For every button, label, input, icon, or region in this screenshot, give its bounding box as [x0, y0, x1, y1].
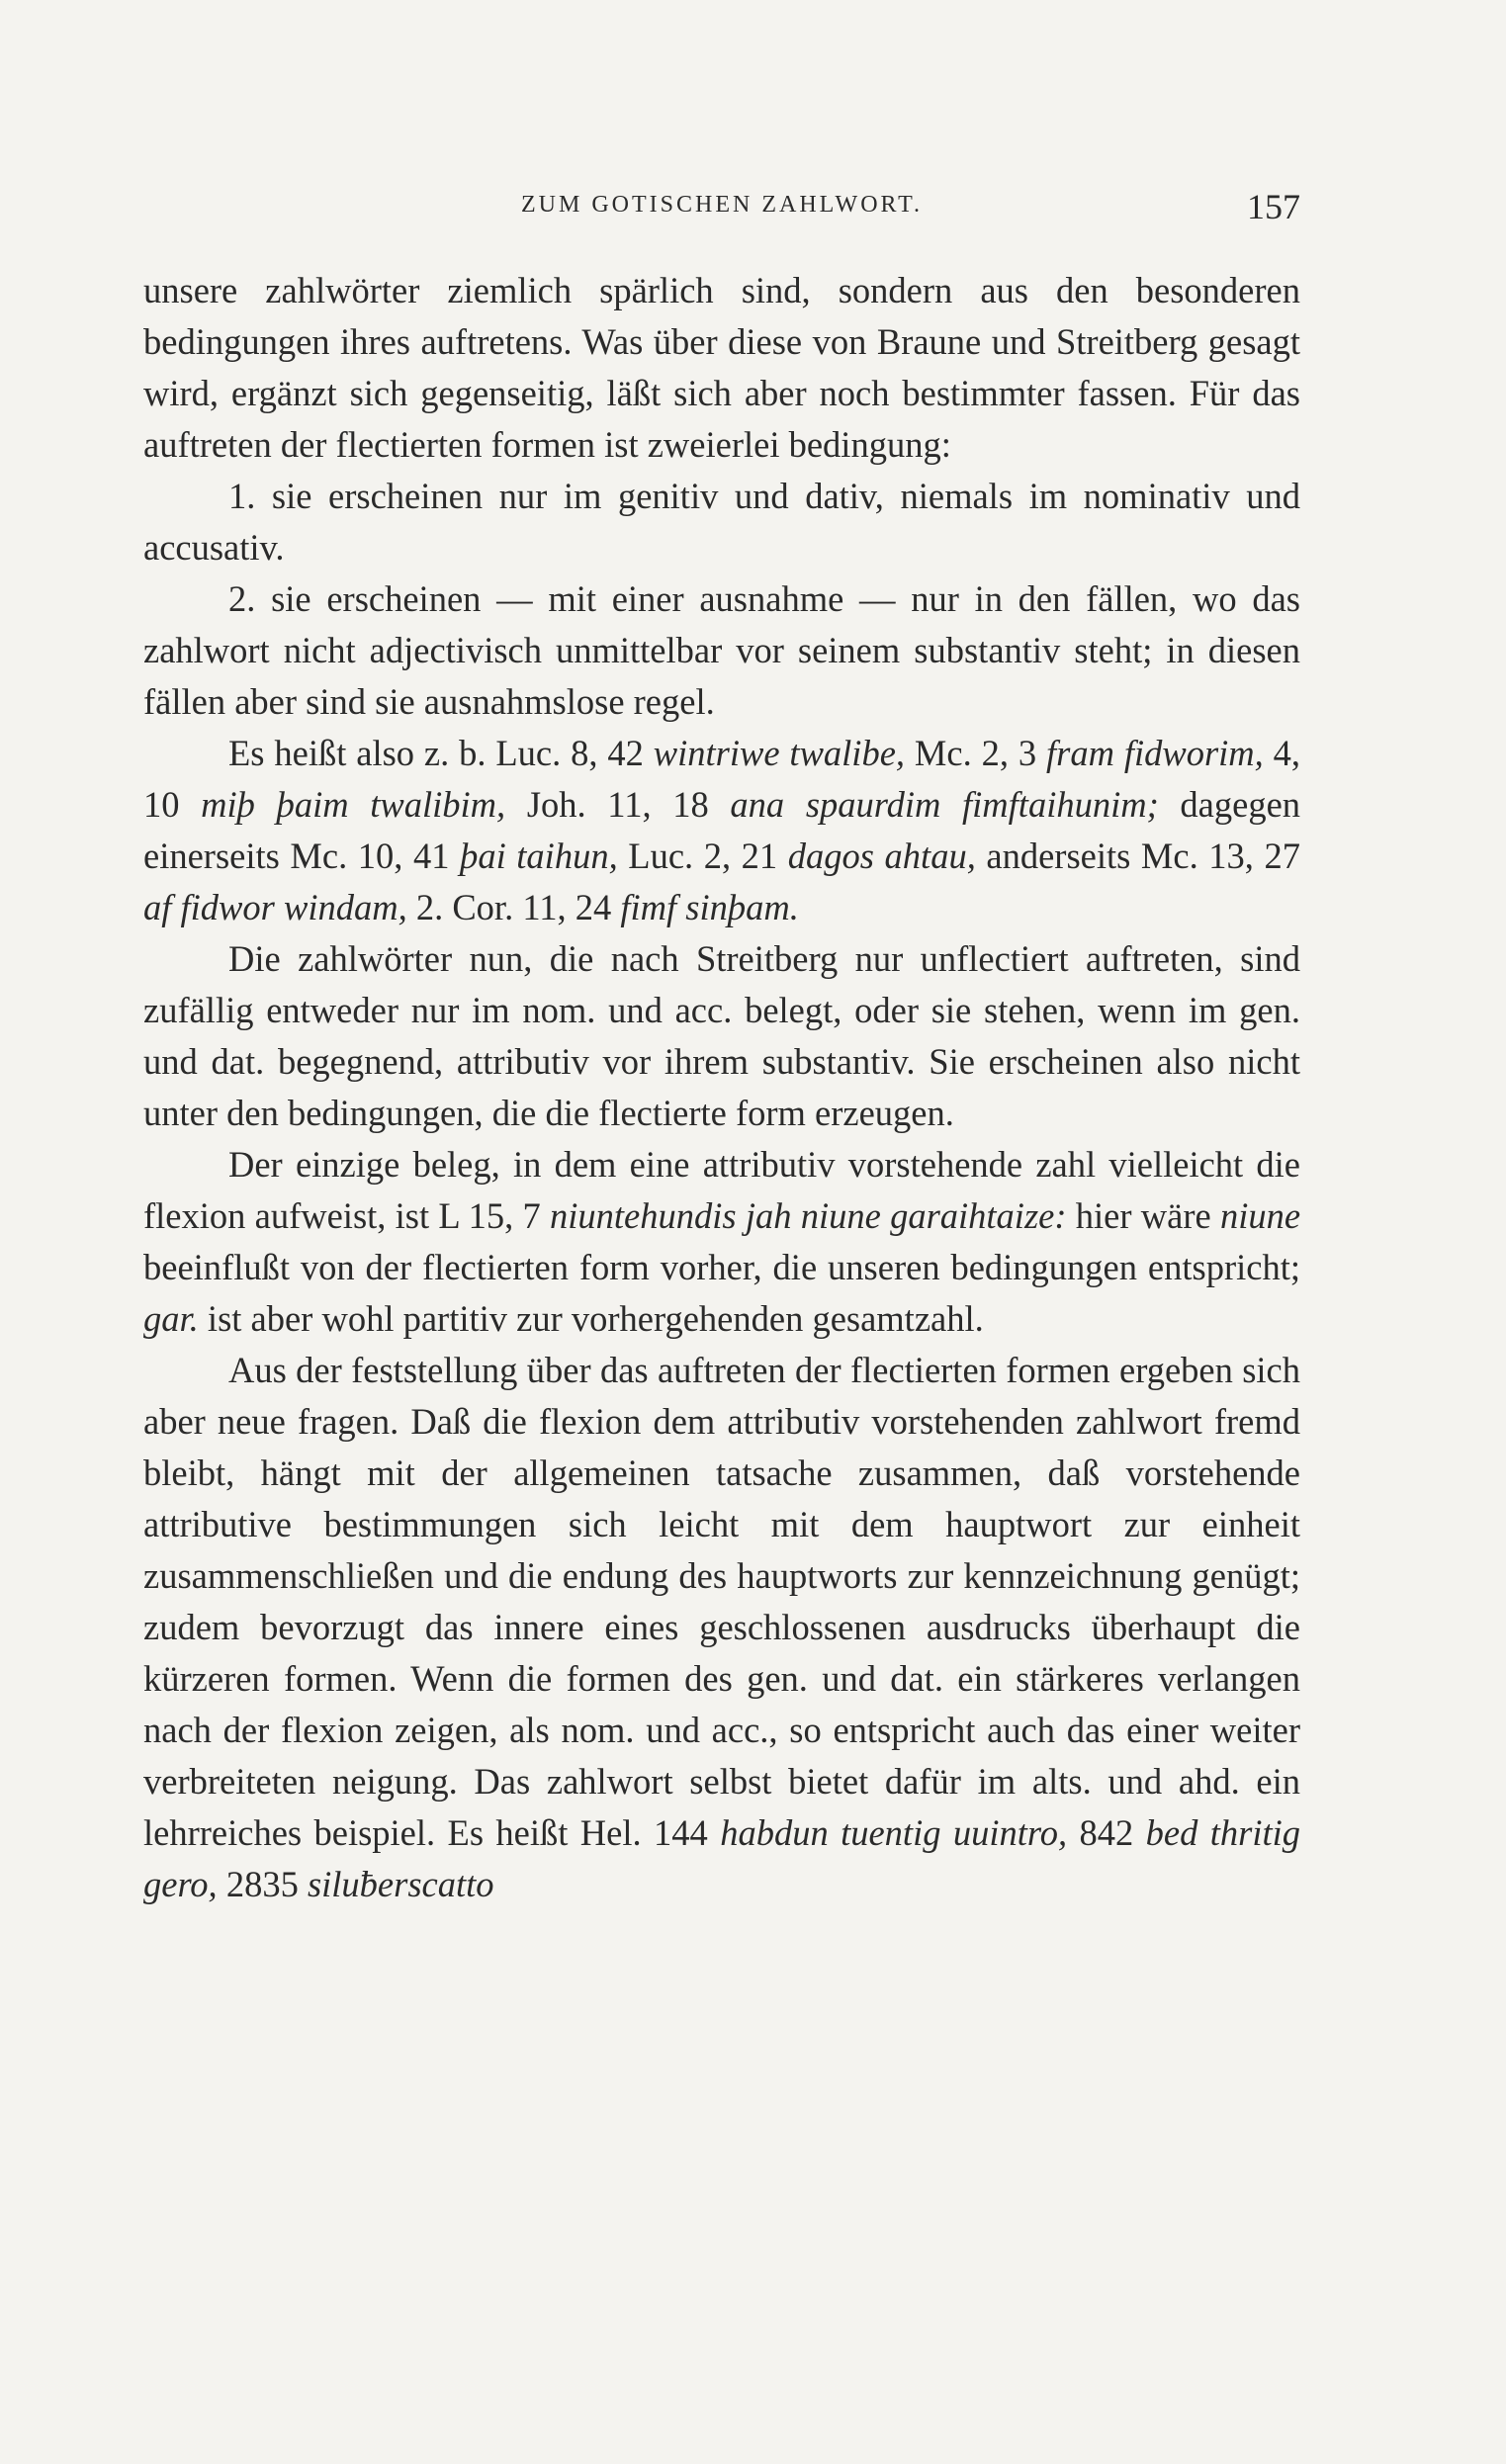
p2-text-g: Joh. 11, 18: [526, 784, 709, 825]
numbered-item-1: 1. sie erscheinen nur im genitiv und dativ, niemals im nominativ und accusativ.: [143, 476, 1300, 568]
page-header: [143, 186, 1300, 235]
paragraph-2: [143, 728, 1300, 933]
gothic-example: fram fidworim,: [1045, 733, 1264, 773]
numbered-item-2: 2. sie erscheinen — mit einer ausnahme — nur in den fällen, wo das zahlwort nicht adjectivisch unmittelbar vor seinem substantiv steht; in diesen fällen aber sind sie ausnahmslose regel.: [143, 578, 1300, 722]
body-text: [143, 265, 1300, 1910]
old-saxon-example: siluƀerscatto: [307, 1864, 494, 1904]
page-number: 157: [1247, 187, 1300, 226]
abbreviation: gar.: [143, 1298, 199, 1339]
gothic-example: fimf sinþam.: [620, 887, 799, 927]
paragraph-4: [143, 1139, 1300, 1345]
old-saxon-example: bed thritig gero,: [143, 1812, 1301, 1904]
p4-text-a: Der einzige beleg, in dem eine attributiv vorstehende zahl vielleicht die flexion aufweist, ist L 15, 7: [143, 1144, 1300, 1236]
gothic-example: af fidwor windam,: [143, 887, 407, 927]
paragraph-1: unsere zahlwörter ziemlich spärlich sind, sondern aus den besonderen bedingungen ihres auftretens. Was über diese von Braune und Streitberg gesagt wird, ergänzt sich gegenseitig, läßt sich aber noch bestimmter fassen. Für das auftreten der flectierten formen ist zweierlei bedingung:: [143, 270, 1300, 465]
p2-text-o: 2. Cor. 11, 24: [415, 887, 612, 927]
p4-text-c: hier wäre: [1075, 1195, 1211, 1236]
p4-text-e: beeinflußt von der flectierten form vorher, die unseren bedingungen entspricht;: [143, 1247, 1300, 1287]
paragraph-5: [143, 1345, 1300, 1910]
p2-text-i: dagegen einerseits Mc. 10, 41: [143, 784, 1301, 876]
gothic-example: dagos ahtau,: [787, 836, 976, 876]
p4-text-g: ist aber wohl partitiv zur vorhergehenden gesamtzahl.: [207, 1298, 984, 1339]
gothic-example: wintriwe twalibe,: [653, 733, 906, 773]
paragraph-3: Die zahlwörter nun, die nach Streitberg nur unflectiert auftreten, sind zufällig entweder nur im nom. und acc. belegt, oder sie stehen, wenn im gen. und dat. begegnend, attributiv vor ihrem substantiv. Sie erscheinen also nicht unter den bedingungen, die die flectierte form erzeugen.: [143, 938, 1300, 1133]
p5-text-e: 2835: [225, 1864, 299, 1904]
gothic-example: niuntehundis jah niune garaihtaize:: [550, 1195, 1067, 1236]
gothic-example: niune: [1219, 1195, 1301, 1236]
p2-text-a: Es heißt also z. b. Luc. 8, 42: [228, 733, 644, 773]
running-head: ZUM GOTISCHEN ZAHLWORT.: [521, 192, 923, 218]
gothic-example: miþ þaim twalibim,: [201, 784, 506, 825]
p2-text-c: Mc. 2, 3: [914, 733, 1037, 773]
old-saxon-example: habdun tuentig uuintro,: [720, 1812, 1068, 1853]
gothic-example: þai taihun,: [460, 836, 618, 876]
p5-text-a: Aus der feststellung über das auftreten der flectierten formen ergeben sich aber neue fragen. Daß die flexion dem attributiv vorstehenden zahlwort fremd bleibt, hängt mit der allgemeinen tatsache zusammen, daß vorstehende attributive bestimmungen sich leicht mit dem hauptwort zur einheit zusammenschließen und die endung des hauptworts zur kennzeichnung genügt; zudem bevorzugt das innere eines geschlossenen ausdrucks überhaupt die kürzeren formen. Wenn die formen des gen. und dat. ein stärkeres verlangen nach der flexion zeigen, als nom. und acc., so entspricht auch das einer weiter verbreiteten neigung. Das zahlwort selbst bietet dafür im alts. und ahd. ein lehrreiches beispiel. Es heißt Hel. 144: [143, 1350, 1300, 1853]
gothic-example: ana spaurdim fimftaihunim;: [730, 784, 1159, 825]
p2-text-k: Luc. 2, 21: [628, 836, 778, 876]
p2-text-e: 4, 10: [143, 733, 1301, 825]
p2-text-m: anderseits Mc. 13, 27: [986, 836, 1300, 876]
p5-text-c: 842: [1079, 1812, 1134, 1853]
